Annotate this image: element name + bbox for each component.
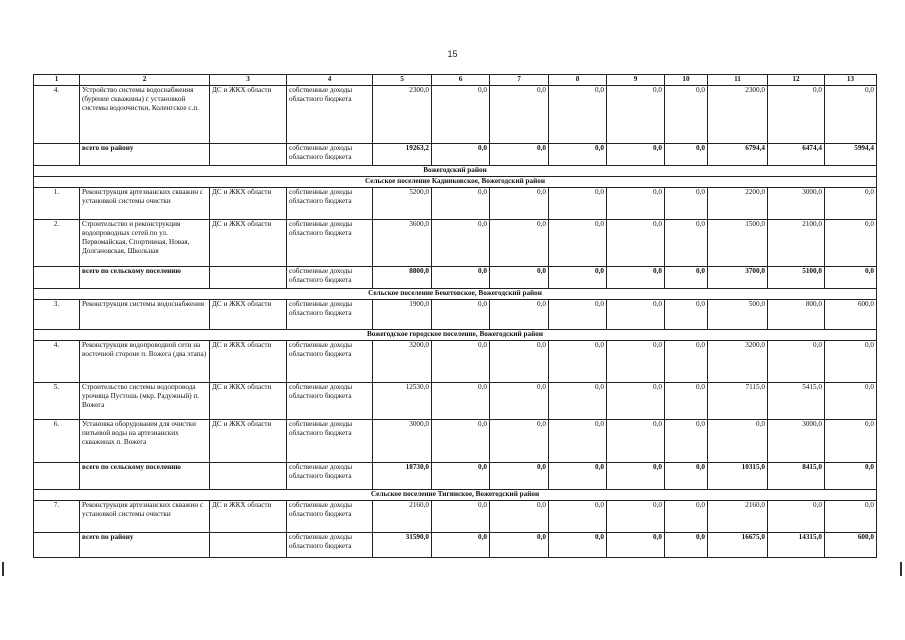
value-cell: 0,0	[825, 420, 877, 463]
funding-source: собственные доходы областного бюджета	[287, 267, 373, 289]
value-cell: 0,0	[768, 501, 825, 533]
executor	[210, 144, 287, 166]
value-cell: 2100,0	[768, 220, 825, 267]
value-cell: 0,0	[607, 86, 665, 144]
value-cell: 0,0	[708, 420, 768, 463]
value-cell: 0,0	[825, 501, 877, 533]
value-cell: 31590,0	[373, 533, 432, 558]
section-title: Вожегодский район	[34, 166, 877, 177]
table-row	[34, 383, 877, 420]
value-cell: 0,0	[432, 267, 490, 289]
row-number: 6.	[34, 420, 80, 463]
measure-name: Строительство и реконструкция водопроводных сетей по ул. Первомайская, Спортивная, Новая, Долгановская, Школьная	[80, 220, 210, 267]
table-row	[34, 188, 877, 220]
value-cell: 0,0	[490, 463, 549, 490]
value-cell: 0,0	[490, 501, 549, 533]
value-cell: 0,0	[432, 533, 490, 558]
value-cell: 19263,2	[373, 144, 432, 166]
value-cell: 0,0	[549, 463, 607, 490]
value-cell: 0,0	[490, 383, 549, 420]
value-cell: 0,0	[607, 220, 665, 267]
total-row	[34, 463, 877, 490]
value-cell: 1900,0	[373, 300, 432, 330]
value-cell: 0,0	[490, 86, 549, 144]
table-row	[34, 86, 877, 144]
value-cell: 0,0	[665, 300, 708, 330]
value-cell: 0,0	[607, 188, 665, 220]
value-cell: 0,0	[768, 341, 825, 383]
funding-source: собственные доходы областного бюджета	[287, 420, 373, 463]
value-cell: 0,0	[825, 86, 877, 144]
value-cell: 0,0	[549, 420, 607, 463]
executor: ДС и ЖКХ области	[210, 501, 287, 533]
value-cell: 500,0	[708, 300, 768, 330]
value-cell: 0,0	[665, 220, 708, 267]
row-number: 4.	[34, 341, 80, 383]
row-number	[34, 144, 80, 166]
funding-source: собственные доходы областного бюджета	[287, 144, 373, 166]
value-cell: 5994,4	[825, 144, 877, 166]
measure-name: Реконструкция водопроводной сети на восточной стороне п. Вожега (два этапа)	[80, 341, 210, 383]
value-cell: 0,0	[665, 144, 708, 166]
value-cell: 0,0	[432, 420, 490, 463]
value-cell: 0,0	[432, 86, 490, 144]
total-row	[34, 533, 877, 558]
value-cell: 8800,0	[373, 267, 432, 289]
value-cell: 10315,0	[708, 463, 768, 490]
measure-name: Строительство системы водопровода урочища Пустошь (мкр. Радужный) п. Вожега	[80, 383, 210, 420]
section-header-row	[34, 289, 877, 300]
value-cell: 0,0	[490, 300, 549, 330]
measure-name: Устройство системы водоснабжения (бурение скважины) с установкой системы водоочистки, Коленгское с.п.	[80, 86, 210, 144]
executor: ДС и ЖКХ области	[210, 300, 287, 330]
value-cell: 16675,0	[708, 533, 768, 558]
table-header-row	[34, 75, 877, 86]
value-cell: 0,0	[549, 533, 607, 558]
value-cell: 0,0	[665, 188, 708, 220]
value-cell: 3000,0	[768, 420, 825, 463]
column-header: 4	[287, 75, 373, 86]
value-cell: 0,0	[825, 383, 877, 420]
value-cell: 5100,0	[768, 267, 825, 289]
row-number: 3.	[34, 300, 80, 330]
value-cell: 0,0	[549, 383, 607, 420]
scan-edge-mark-left	[2, 562, 4, 576]
section-title: Вожегодское городское поселение, Вожегодский район	[34, 330, 877, 341]
executor	[210, 463, 287, 490]
value-cell: 0,0	[490, 188, 549, 220]
value-cell: 0,0	[607, 533, 665, 558]
value-cell: 0,0	[665, 420, 708, 463]
page-number: 15	[447, 49, 458, 59]
executor	[210, 267, 287, 289]
value-cell: 14315,0	[768, 533, 825, 558]
value-cell: 0,0	[607, 341, 665, 383]
value-cell: 0,0	[549, 144, 607, 166]
measure-name: Установка оборудования для очистки питьевой воды на артезианских скважинах п. Вожега	[80, 420, 210, 463]
value-cell: 2300,0	[373, 86, 432, 144]
value-cell: 0,0	[490, 420, 549, 463]
executor: ДС и ЖКХ области	[210, 188, 287, 220]
value-cell: 5200,0	[373, 188, 432, 220]
section-header-row	[34, 166, 877, 177]
measure-name: всего по сельскому поселению	[80, 463, 210, 490]
row-number: 2.	[34, 220, 80, 267]
value-cell: 0,0	[490, 144, 549, 166]
value-cell: 0,0	[607, 501, 665, 533]
value-cell: 0,0	[825, 267, 877, 289]
total-row	[34, 144, 877, 166]
column-header: 5	[373, 75, 432, 86]
value-cell: 0,0	[549, 341, 607, 383]
value-cell: 0,0	[549, 267, 607, 289]
value-cell: 2300,0	[708, 86, 768, 144]
measure-name: всего по району	[80, 533, 210, 558]
value-cell: 0,0	[665, 463, 708, 490]
column-header: 3	[210, 75, 287, 86]
table-row	[34, 220, 877, 267]
value-cell: 0,0	[825, 341, 877, 383]
total-row	[34, 267, 877, 289]
column-header: 11	[708, 75, 768, 86]
value-cell: 2160,0	[708, 501, 768, 533]
executor: ДС и ЖКХ области	[210, 86, 287, 144]
value-cell: 8415,0	[768, 463, 825, 490]
value-cell: 3600,0	[373, 220, 432, 267]
funding-source: собственные доходы областного бюджета	[287, 383, 373, 420]
row-number: 1.	[34, 188, 80, 220]
section-header-row	[34, 490, 877, 501]
value-cell: 3700,0	[708, 267, 768, 289]
funding-source: собственные доходы областного бюджета	[287, 501, 373, 533]
value-cell: 0,0	[607, 300, 665, 330]
value-cell: 0,0	[432, 144, 490, 166]
budget-table	[33, 74, 877, 558]
value-cell: 0,0	[607, 463, 665, 490]
section-title: Сельское поселение Тигинское, Вожегодский район	[34, 490, 877, 501]
value-cell: 5415,0	[768, 383, 825, 420]
value-cell: 600,0	[825, 300, 877, 330]
value-cell: 3200,0	[373, 341, 432, 383]
value-cell: 0,0	[665, 501, 708, 533]
measure-name: всего по району	[80, 144, 210, 166]
row-number: 4.	[34, 86, 80, 144]
value-cell: 0,0	[665, 267, 708, 289]
row-number	[34, 533, 80, 558]
column-header: 12	[768, 75, 825, 86]
section-title: Сельское поселение Кадниковское, Вожегодский район	[34, 177, 877, 188]
value-cell: 0,0	[432, 188, 490, 220]
table-row	[34, 341, 877, 383]
value-cell: 0,0	[665, 383, 708, 420]
column-header: 8	[549, 75, 607, 86]
funding-source: собственные доходы областного бюджета	[287, 220, 373, 267]
measure-name: Реконструкция артезианских скважин с установкой системы очистки	[80, 188, 210, 220]
value-cell: 0,0	[665, 86, 708, 144]
value-cell: 6794,4	[708, 144, 768, 166]
value-cell: 0,0	[825, 463, 877, 490]
value-cell: 0,0	[825, 188, 877, 220]
row-number: 7.	[34, 501, 80, 533]
value-cell: 3000,0	[768, 188, 825, 220]
table-row	[34, 501, 877, 533]
value-cell: 0,0	[432, 300, 490, 330]
value-cell: 0,0	[490, 341, 549, 383]
funding-source: собственные доходы областного бюджета	[287, 86, 373, 144]
value-cell: 1500,0	[708, 220, 768, 267]
row-number	[34, 267, 80, 289]
table-row	[34, 300, 877, 330]
column-header: 9	[607, 75, 665, 86]
value-cell: 0,0	[768, 86, 825, 144]
table-body	[34, 75, 877, 558]
value-cell: 18730,0	[373, 463, 432, 490]
value-cell: 0,0	[549, 86, 607, 144]
value-cell: 0,0	[549, 300, 607, 330]
value-cell: 0,0	[490, 533, 549, 558]
column-header: 13	[825, 75, 877, 86]
value-cell: 0,0	[490, 220, 549, 267]
value-cell: 0,0	[607, 383, 665, 420]
value-cell: 0,0	[549, 220, 607, 267]
scan-edge-mark-right	[900, 562, 902, 576]
measure-name: всего по сельскому поселению	[80, 267, 210, 289]
section-header-row	[34, 177, 877, 188]
column-header: 1	[34, 75, 80, 86]
value-cell: 0,0	[665, 533, 708, 558]
section-title: Сельское поселение Бекетовское, Вожегодский район	[34, 289, 877, 300]
measure-name: Реконструкция артезианских скважин с установкой системы очистки	[80, 501, 210, 533]
table-row	[34, 420, 877, 463]
funding-source: собственные доходы областного бюджета	[287, 463, 373, 490]
column-header: 10	[665, 75, 708, 86]
value-cell: 0,0	[607, 144, 665, 166]
value-cell: 3000,0	[373, 420, 432, 463]
value-cell: 2160,0	[373, 501, 432, 533]
value-cell: 0,0	[549, 501, 607, 533]
column-header: 6	[432, 75, 490, 86]
row-number: 5.	[34, 383, 80, 420]
funding-source: собственные доходы областного бюджета	[287, 341, 373, 383]
value-cell: 2200,0	[708, 188, 768, 220]
value-cell: 0,0	[490, 267, 549, 289]
value-cell: 0,0	[825, 220, 877, 267]
executor: ДС и ЖКХ области	[210, 220, 287, 267]
column-header: 2	[80, 75, 210, 86]
funding-source: собственные доходы областного бюджета	[287, 188, 373, 220]
value-cell: 0,0	[549, 188, 607, 220]
value-cell: 0,0	[432, 341, 490, 383]
executor: ДС и ЖКХ области	[210, 383, 287, 420]
funding-source: собственные доходы областного бюджета	[287, 300, 373, 330]
value-cell: 0,0	[607, 420, 665, 463]
value-cell: 600,0	[825, 533, 877, 558]
column-header: 7	[490, 75, 549, 86]
value-cell: 7115,0	[708, 383, 768, 420]
row-number	[34, 463, 80, 490]
value-cell: 0,0	[432, 501, 490, 533]
executor	[210, 533, 287, 558]
value-cell: 800,0	[768, 300, 825, 330]
value-cell: 6474,4	[768, 144, 825, 166]
value-cell: 0,0	[665, 341, 708, 383]
executor: ДС и ЖКХ области	[210, 420, 287, 463]
executor: ДС и ЖКХ области	[210, 341, 287, 383]
value-cell: 0,0	[607, 267, 665, 289]
value-cell: 0,0	[432, 220, 490, 267]
value-cell: 3200,0	[708, 341, 768, 383]
funding-source: собственные доходы областного бюджета	[287, 533, 373, 558]
measure-name: Реконструкция системы водоснабжения	[80, 300, 210, 330]
value-cell: 12530,0	[373, 383, 432, 420]
value-cell: 0,0	[432, 383, 490, 420]
section-header-row	[34, 330, 877, 341]
value-cell: 0,0	[432, 463, 490, 490]
